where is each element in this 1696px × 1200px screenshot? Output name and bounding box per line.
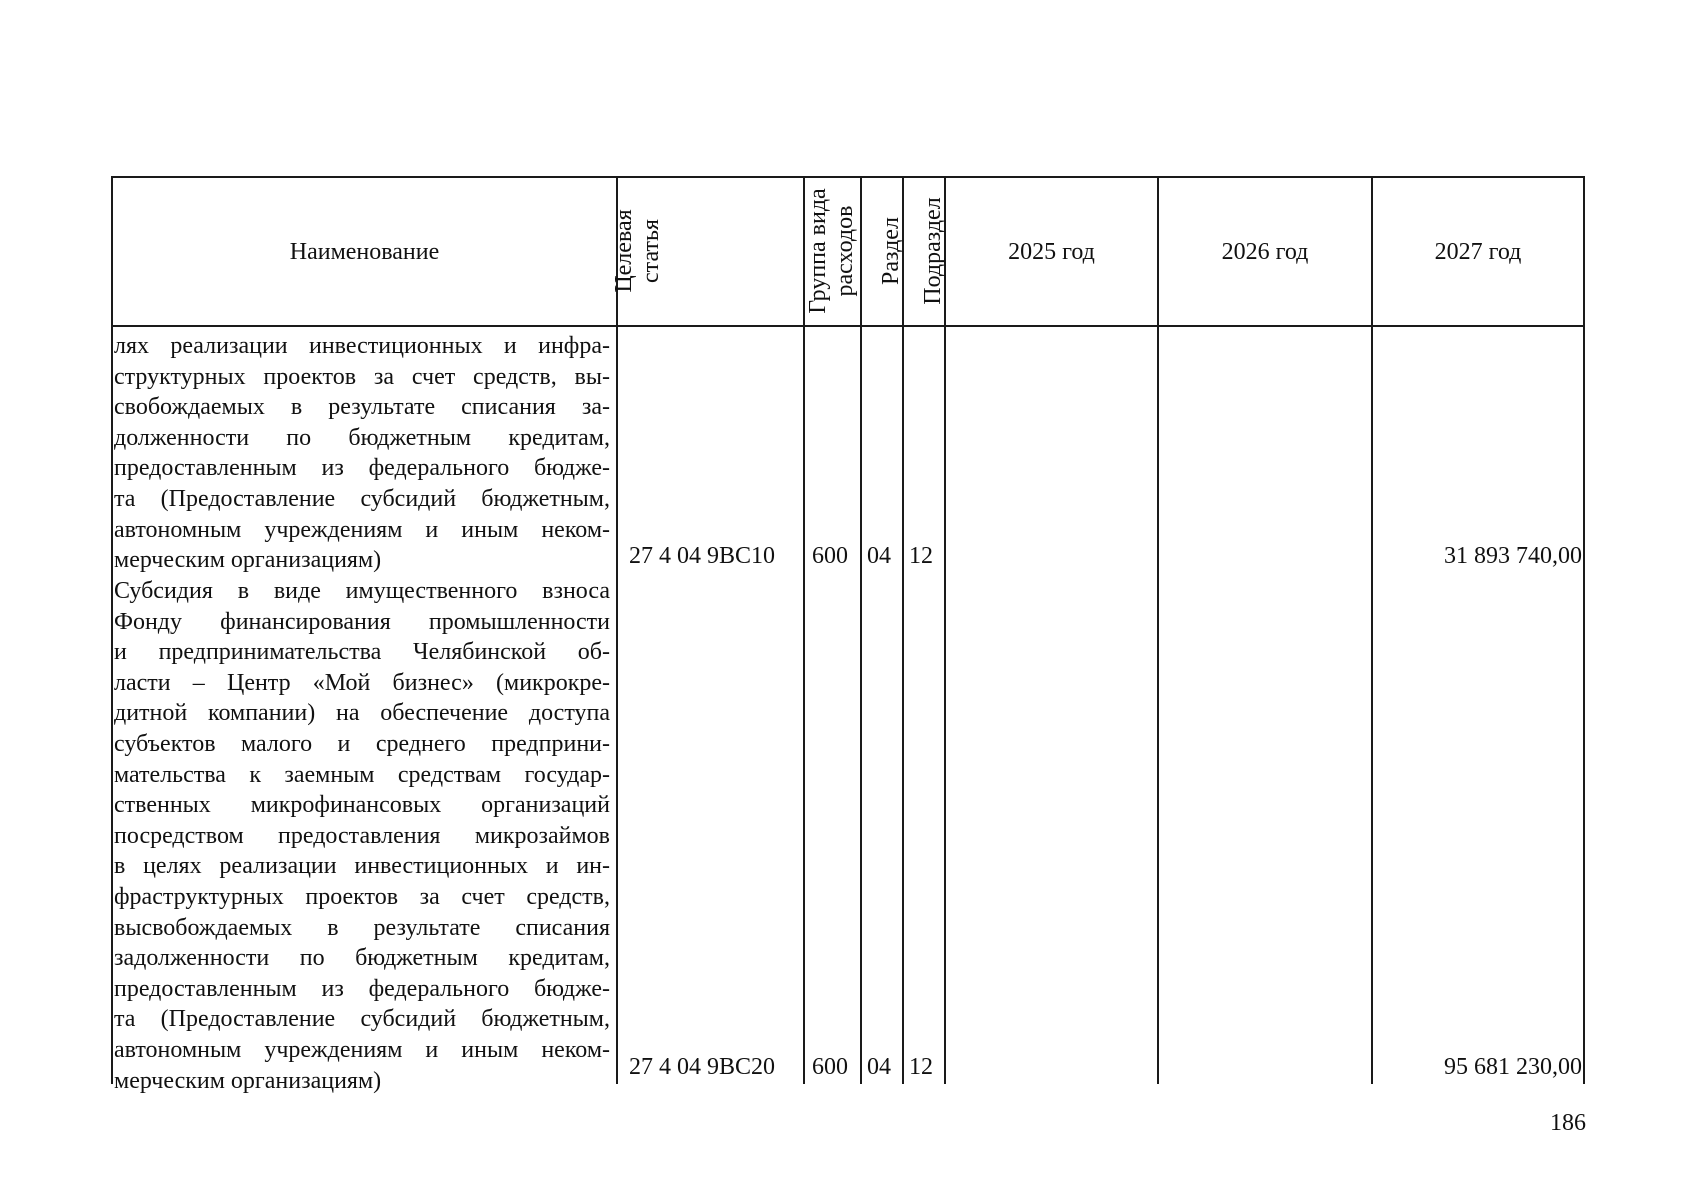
- header-year-2026: 2026 год: [1221, 239, 1309, 265]
- header-target-article-line1: Целевая: [611, 209, 637, 293]
- row-1-section: 04: [867, 543, 891, 569]
- page-number: 186: [1550, 1110, 1586, 1136]
- header-name: Наименование: [289, 239, 440, 265]
- header-year-2025: 2025 год: [1008, 239, 1095, 265]
- row-1-expense-group: 600: [812, 543, 848, 569]
- col-border-2026: [1371, 176, 1373, 1084]
- col-border-left: [111, 176, 113, 1084]
- col-border-right: [1583, 176, 1585, 1084]
- row-1-name-line: та (Предоставление субсидий бюджетным,: [114, 485, 610, 512]
- row-2-name-line: и предпринимательства Челябинской об-: [114, 639, 610, 666]
- row-1-name-line: свобождаемых в результате списания за-: [114, 394, 610, 421]
- row-2-expense-group: 600: [812, 1054, 848, 1080]
- row-1-subsection: 12: [909, 543, 933, 569]
- row-1-target-article: 27 4 04 9ВС10: [629, 543, 776, 569]
- row-1-name-line: структурных проектов за счет средств, вы-: [114, 363, 610, 390]
- row-2-target-article: 27 4 04 9ВС20: [629, 1054, 776, 1080]
- row-1-name-line: автономным учреждениям и иным неком-: [114, 516, 610, 543]
- row-1-year-2027: 31 893 740,00: [1444, 543, 1582, 569]
- header-subsection: Подраздел: [920, 197, 946, 305]
- row-1-name: [114, 331, 610, 576]
- header-expense-group: [805, 178, 861, 324]
- row-2-name-line: высвобождаемых в результате списания: [114, 914, 610, 941]
- row-2-name-line: фраструктурных проектов за счет средств,: [114, 883, 610, 910]
- header-target-article: [611, 181, 667, 321]
- row-2-name-line: та (Предоставление субсидий бюджетным,: [114, 1006, 610, 1033]
- row-2-name-line: задолженности по бюджетным кредитам,: [114, 945, 610, 972]
- row-2-name-line: мательства к заемным средствам государ-: [114, 761, 610, 788]
- row-2-subsection: 12: [909, 1054, 933, 1080]
- header-target-article-line2: статья: [638, 219, 664, 283]
- row-2-section: 04: [867, 1054, 891, 1080]
- row-2-name: [114, 576, 610, 1096]
- row-1-name-line: мерческим организациям): [114, 547, 382, 574]
- header-bottom-border: [111, 325, 1585, 327]
- row-2-name-line: посредством предоставления микрозаймов: [114, 822, 610, 849]
- row-2-name-line: предоставленным из федерального бюдже-: [114, 975, 610, 1002]
- header-year-2027: 2027 год: [1434, 239, 1522, 265]
- row-1-name-line: предоставленным из федерального бюдже-: [114, 455, 610, 482]
- row-1-name-line: долженности по бюджетным кредитам,: [114, 424, 610, 451]
- header-expense-group-line2: расходов: [832, 205, 858, 297]
- header-expense-group-line1: Группа вида: [805, 188, 831, 314]
- row-2-name-line: Субсидия в виде имущественного взноса: [114, 578, 610, 604]
- row-2-name-line: ственных микрофинансовых организаций: [114, 792, 610, 819]
- row-2-name-line: в целях реализации инвестиционных и ин-: [114, 853, 610, 880]
- row-2-name-line: ласти – Центр «Мой бизнес» (микрокре-: [114, 669, 610, 696]
- header-section: Раздел: [878, 217, 904, 285]
- row-2-name-line: Фонду финансирования промышленности: [114, 608, 610, 635]
- row-2-year-2027: 95 681 230,00: [1444, 1054, 1582, 1080]
- row-1-name-line: лях реализации инвестиционных и инфра-: [114, 333, 610, 359]
- row-2-name-line: субъектов малого и среднего предприни-: [114, 730, 610, 757]
- col-border-2025: [1157, 176, 1159, 1084]
- row-2-name-line: автономным учреждениям и иным неком-: [114, 1036, 610, 1063]
- row-2-name-line: дитной компании) на обеспечение доступа: [114, 700, 610, 727]
- row-2-name-line: мерческим организациям): [114, 1067, 382, 1094]
